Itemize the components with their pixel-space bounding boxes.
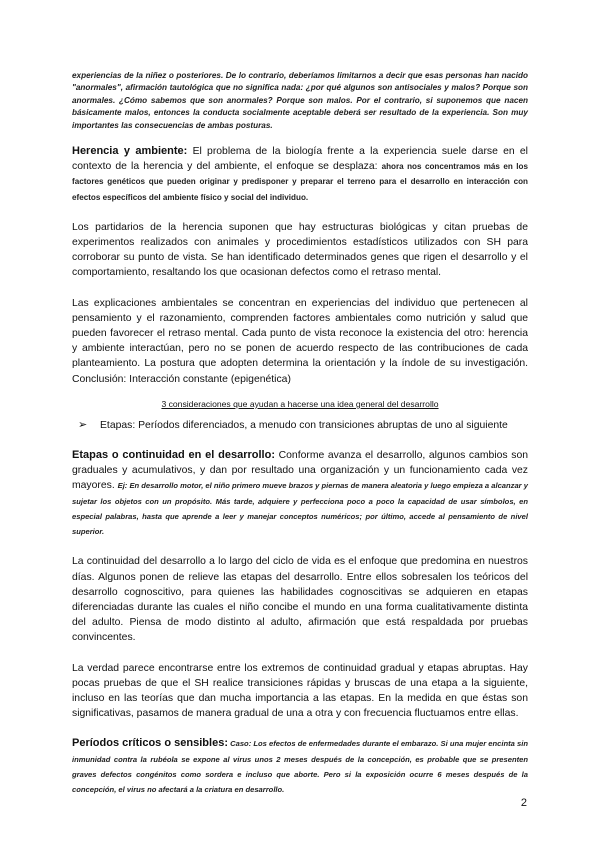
arrow-bullet-icon: ➢ [78, 418, 88, 431]
etapas-example: Ej: En desarrollo motor, el niño primero mueve brazos y piernas de manera aleatoria y luego empieza a alcanzar y sujetar los objetos con un propósito. Más tarde, adquiere y perfecciona poco a poco la capacidad de usar símbolos, en especial palabras, hasta que aprende a leer y manejar conceptos numéricos; por último, accede al pensamiento de nivel superior. [72, 481, 528, 537]
etapas-bullet-text: Etapas: Períodos diferenciados, a menudo con transiciones abruptas de uno al siguiente [100, 419, 508, 431]
ambiente-paragraph: Las explicaciones ambientales se concentran en experiencias del individuo que pertenecen al pensamiento y el razonamiento, comprenden factores ambientales como nutrición y salud que pueden favorecer el retraso mental. Cada punto de vista reconoce la existencia del otro: herencia y ambiente interactúan, pero no se ponen de acuerdo respecto de las contribuciones de cada planteamiento. La postura que adopten determina la orientación y la índole de su investigación. Conclusión: Interacción constante (epigenética) [72, 297, 528, 385]
herencia-partidarios-paragraph: Los partidarios de la herencia suponen que hay estructuras biológicas y citan pruebas de experimentos realizados con animales y procedimientos estadísticos utilizados con SH para corroborar su punto de vista. Se han identificado determinados genes que rigen el desarrollo y el comportamiento, resaltando los que ocasionan defectos como el retraso mental. [72, 221, 528, 279]
document-page [72, 70, 528, 797]
verdad-paragraph: La verdad parece encontrarse entre los extremos de continuidad gradual y etapas abruptas. Hay pocas pruebas de que el SH realice transiciones rápidas y bruscas de una etapa a la siguiente, incluso en las teorías que dan mucha importancia a las etapas. En la medida en que éstas son significativas, pasamos de manera gradual de una a otra y con frecuencia fluctuamos entre ellas. [72, 662, 528, 720]
etapas-heading: Etapas o continuidad en el desarrollo: [72, 449, 275, 462]
herencia-paragraph [72, 144, 528, 205]
etapas-bullet [78, 418, 528, 433]
herencia-heading: Herencia y ambiente: [72, 145, 188, 158]
herencia-text: El problema de la biología frente a la experiencia suele darse en el contexto de la herencia y del ambiente, el enfoque se desplaza: [72, 146, 528, 173]
page-number: 2 [520, 797, 527, 809]
periodos-heading: Períodos críticos o sensibles: [72, 737, 228, 750]
continuidad-paragraph: La continuidad del desarrollo a lo largo del ciclo de vida es el enfoque que predomina en nuestros días. Algunos ponen de relieve las etapas del desarrollo. Entre ellos sobresalen los teóricos del desarrollo cognoscitivo, para quienes las habilidades cognoscitivas se adquieren en etapas diferenciadas durante las cuales el niño concibe el mundo en una forma cualitativamente distinta del adulto. Piensa de modo distinto al adulto, afirmación que está respaldada por pruebas convincentes. [72, 556, 528, 644]
etapas-text: Conforme avanza el desarrollo, algunos cambios son graduales y acumulativos, y dan por resultado una organización y un funcionamiento cada vez mayores. [72, 450, 528, 492]
periodos-paragraph [72, 736, 528, 797]
etapas-paragraph [72, 448, 528, 539]
herencia-small-text: ahora nos concentramos más en los factores genéticos que pueden originar y predisponer y preparar el terreno para el desarrollo en interacción con efectos específicos del ambiente físico y social del individuo. [72, 162, 528, 202]
section-subtitle: 3 consideraciones que ayudan a hacerse una idea general del desarrollo [161, 398, 439, 409]
intro-paragraph: experiencias de la niñez o posteriores. De lo contrario, deberíamos limitarnos a decir que esas personas han nacido "anormales", afirmación tautológica que no significa nada: ¿por qué algunos son antisociales y malos? Porque son anormales. ¿Cómo sabemos que son anormales? Porque son malos. Por el contrario, si suponemos que nacen básicamente malos, entonces la conducta socialmente aceptable deberá ser resultado de la experiencia. Son muy importantes las consecuencias de ambas posturas. [72, 71, 528, 130]
periodos-text: Caso: Los efectos de enfermedades durante el embarazo. Si una mujer encinta sin inmunidad contra la rubéola se expone al virus unos 2 meses después de la concepción, es probable que se presenten graves defectos congénitos como sordera e incluso que aborte. Pero si la exposición ocurre 6 meses después de la concepción, el virus no afectará a la criatura en desarrollo. [72, 739, 528, 794]
